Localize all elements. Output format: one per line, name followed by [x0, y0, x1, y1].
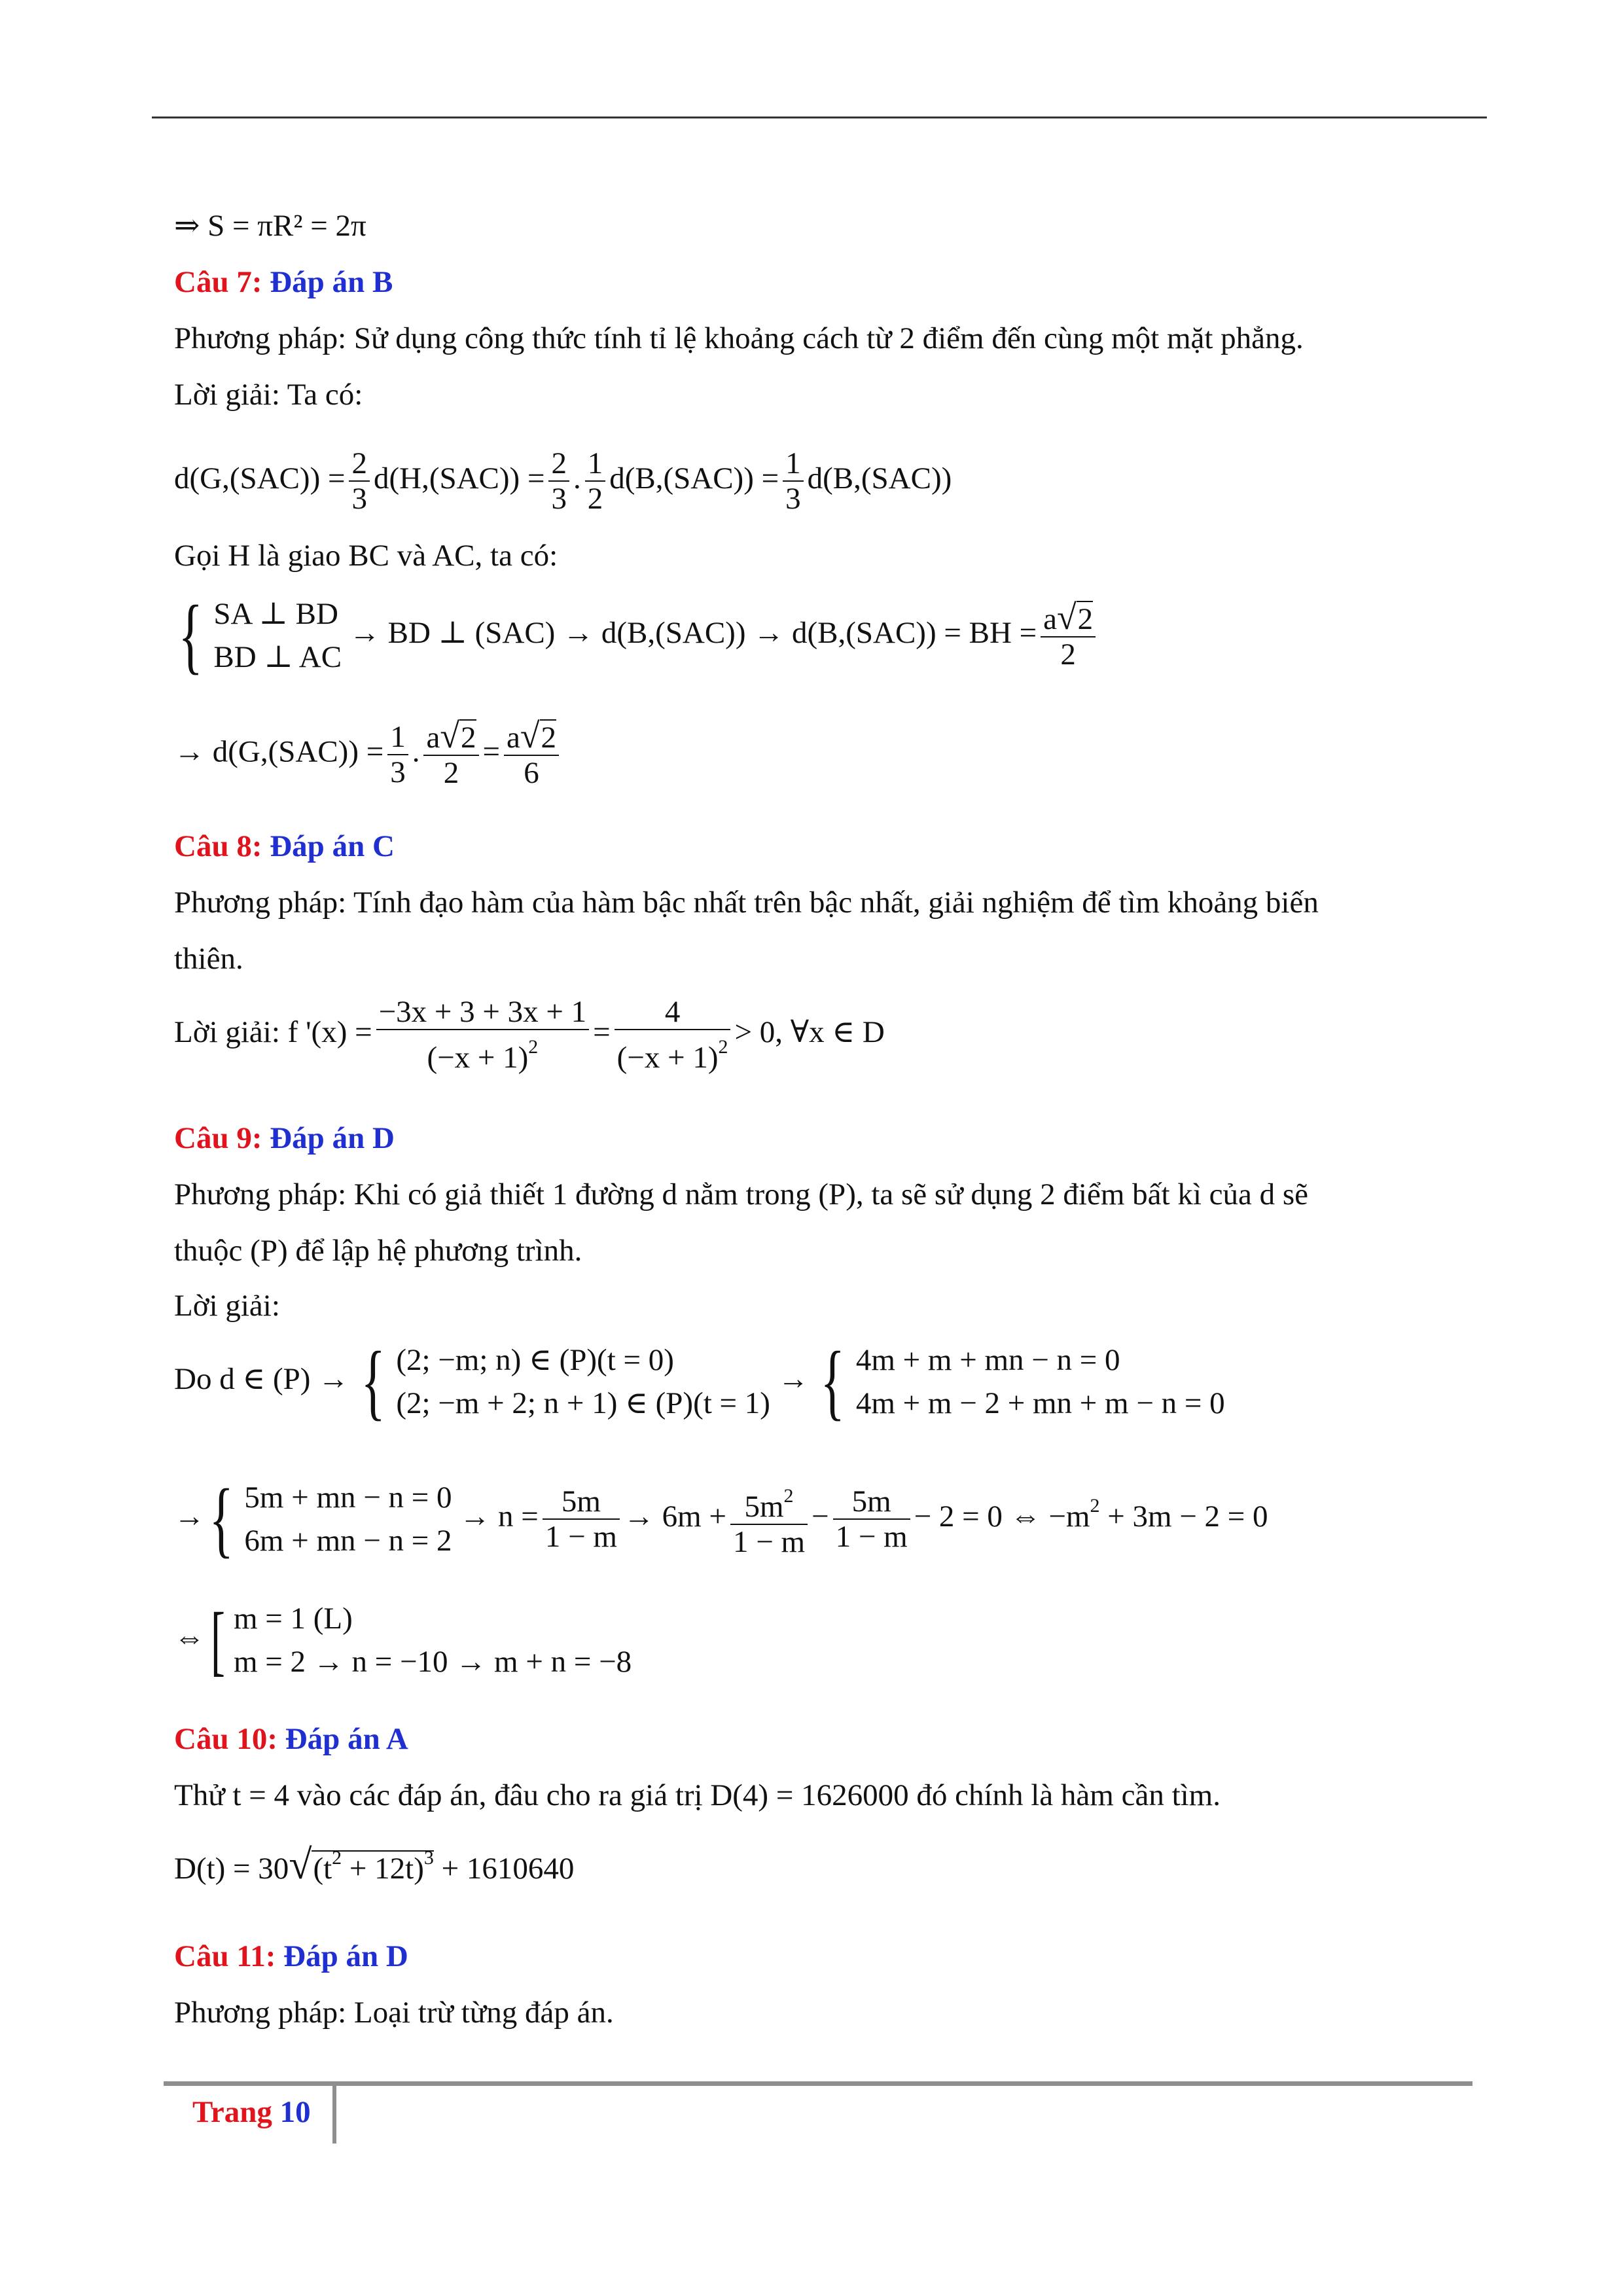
- q7-heading: [174, 263, 393, 301]
- header-rule: [152, 117, 1487, 118]
- q9-solution-cases: ⇔ [ m = 1 (L) m = 2 → n = −10 → m + n = −8: [174, 1596, 632, 1683]
- q7-answer: Đáp án B: [270, 265, 393, 299]
- q8-answer: Đáp án C: [270, 829, 395, 863]
- q9-method-line-2: thuộc (P) để lập hệ phương trình.: [174, 1234, 582, 1268]
- q10-answer: Đáp án A: [285, 1722, 408, 1756]
- q10-heading: [174, 1720, 408, 1758]
- q8-method-line-1: Phương pháp: Tính đạo hàm của hàm bậc nhất trên bậc nhất, giải nghiệm để tìm khoảng biến: [174, 886, 1319, 920]
- footer-label: Trang: [192, 2095, 272, 2129]
- q9-do-label: Do: [174, 1361, 212, 1396]
- page-footer: [192, 2094, 311, 2130]
- q9-system-2: → { 5m + mn − n = 0 6m + mn − n = 2 → n = $\frac{5m}{1 - m}$ → 6m + $\frac{5m^2}{1 - m}$ − $\frac{5m}{1 - m}$ − 2 = 0 ⇔ $-m^2 + 3m - 2 = 0$: [174, 1472, 1268, 1566]
- q10-label: Câu 10:: [174, 1722, 277, 1756]
- footer-rule: [164, 2081, 1472, 2086]
- q7-distance-equation: d(G,(SAC)) = $\frac{2}{3}$ d(H,(SAC)) = $\frac{2}{3}$ . $\frac{1}{2}$ d(B,(SAC)) = $\frac{1}{3}$ d(B,(SAC)): [174, 446, 952, 516]
- q7-system-equation: { SA ⊥ BD BD ⊥ AC → BD ⊥ (SAC) → d(B,(SAC)) → d(B,(SAC)) = BH = $\frac{a√2}{2}$: [174, 592, 1099, 679]
- page-number: 10: [279, 2095, 311, 2129]
- q9-label: Câu 9:: [174, 1121, 262, 1155]
- q9-solution-label: Lời giải:: [174, 1289, 280, 1323]
- q7-label: Câu 7:: [174, 265, 262, 299]
- q11-method: Phương pháp: Loại trừ từng đáp án.: [174, 1996, 614, 2030]
- q9-heading: [174, 1119, 395, 1157]
- q7-note: Gọi H là giao BC và AC, ta có:: [174, 539, 558, 573]
- q8-derivative-equation: Lời giải: f '(x) = $\frac{-3x + 3 + 3x + 1}{(-x + 1)^2}$ = $\frac{4}{(-x + 1)^2}$ > 0, ∀x ∈ D: [174, 995, 885, 1075]
- q11-answer: Đáp án D: [283, 1939, 408, 1973]
- q11-label: Câu 11:: [174, 1939, 276, 1973]
- q9-answer: Đáp án D: [270, 1121, 395, 1155]
- q9-system-1: Do d ∈ (P) → { (2; −m; n) ∈ (P)(t = 0) (2; −m + 2; n + 1) ∈ (P)(t = 1) → { 4m + m + mn − n = 0 4m + m − 2 + mn + m − n = 0: [174, 1335, 1225, 1429]
- q10-function: $D(t) = 30√(t^2 + 12t)^3 + 1610640$: [174, 1841, 575, 1888]
- q8-solution-label: Lời giải:: [174, 1014, 280, 1049]
- q10-text: Thử t = 4 vào các đáp án, đâu cho ra giá trị D(4) = 1626000 đó chính là hàm cần tìm.: [174, 1778, 1221, 1812]
- q7-solution-intro: Lời giải: Ta có:: [174, 378, 363, 412]
- q7-method: Phương pháp: Sử dụng công thức tính tỉ lệ khoảng cách từ 2 điểm đến cùng một mặt phẳng.: [174, 321, 1304, 355]
- q7-sys-line-2: BD ⊥ AC: [213, 640, 342, 674]
- q8-heading: [174, 827, 395, 865]
- q8-method-line-2: thiên.: [174, 942, 243, 976]
- q7-result-equation: → d(G,(SAC)) = $\frac{1}{3}$ . $\frac{a√2}{2}$ = $\frac{a√2}{6}$: [174, 719, 563, 790]
- q11-heading: [174, 1937, 408, 1975]
- q8-label: Câu 8:: [174, 829, 262, 863]
- q6-conclusion: ⇒ S = πR² = 2π: [174, 209, 366, 243]
- footer-divider: [332, 2086, 336, 2144]
- q9-method-line-1: Phương pháp: Khi có giả thiết 1 đường d nằm trong (P), ta sẽ sử dụng 2 điểm bất kì của d sẽ: [174, 1177, 1309, 1211]
- q7-sys-line-1: SA ⊥ BD: [213, 597, 338, 631]
